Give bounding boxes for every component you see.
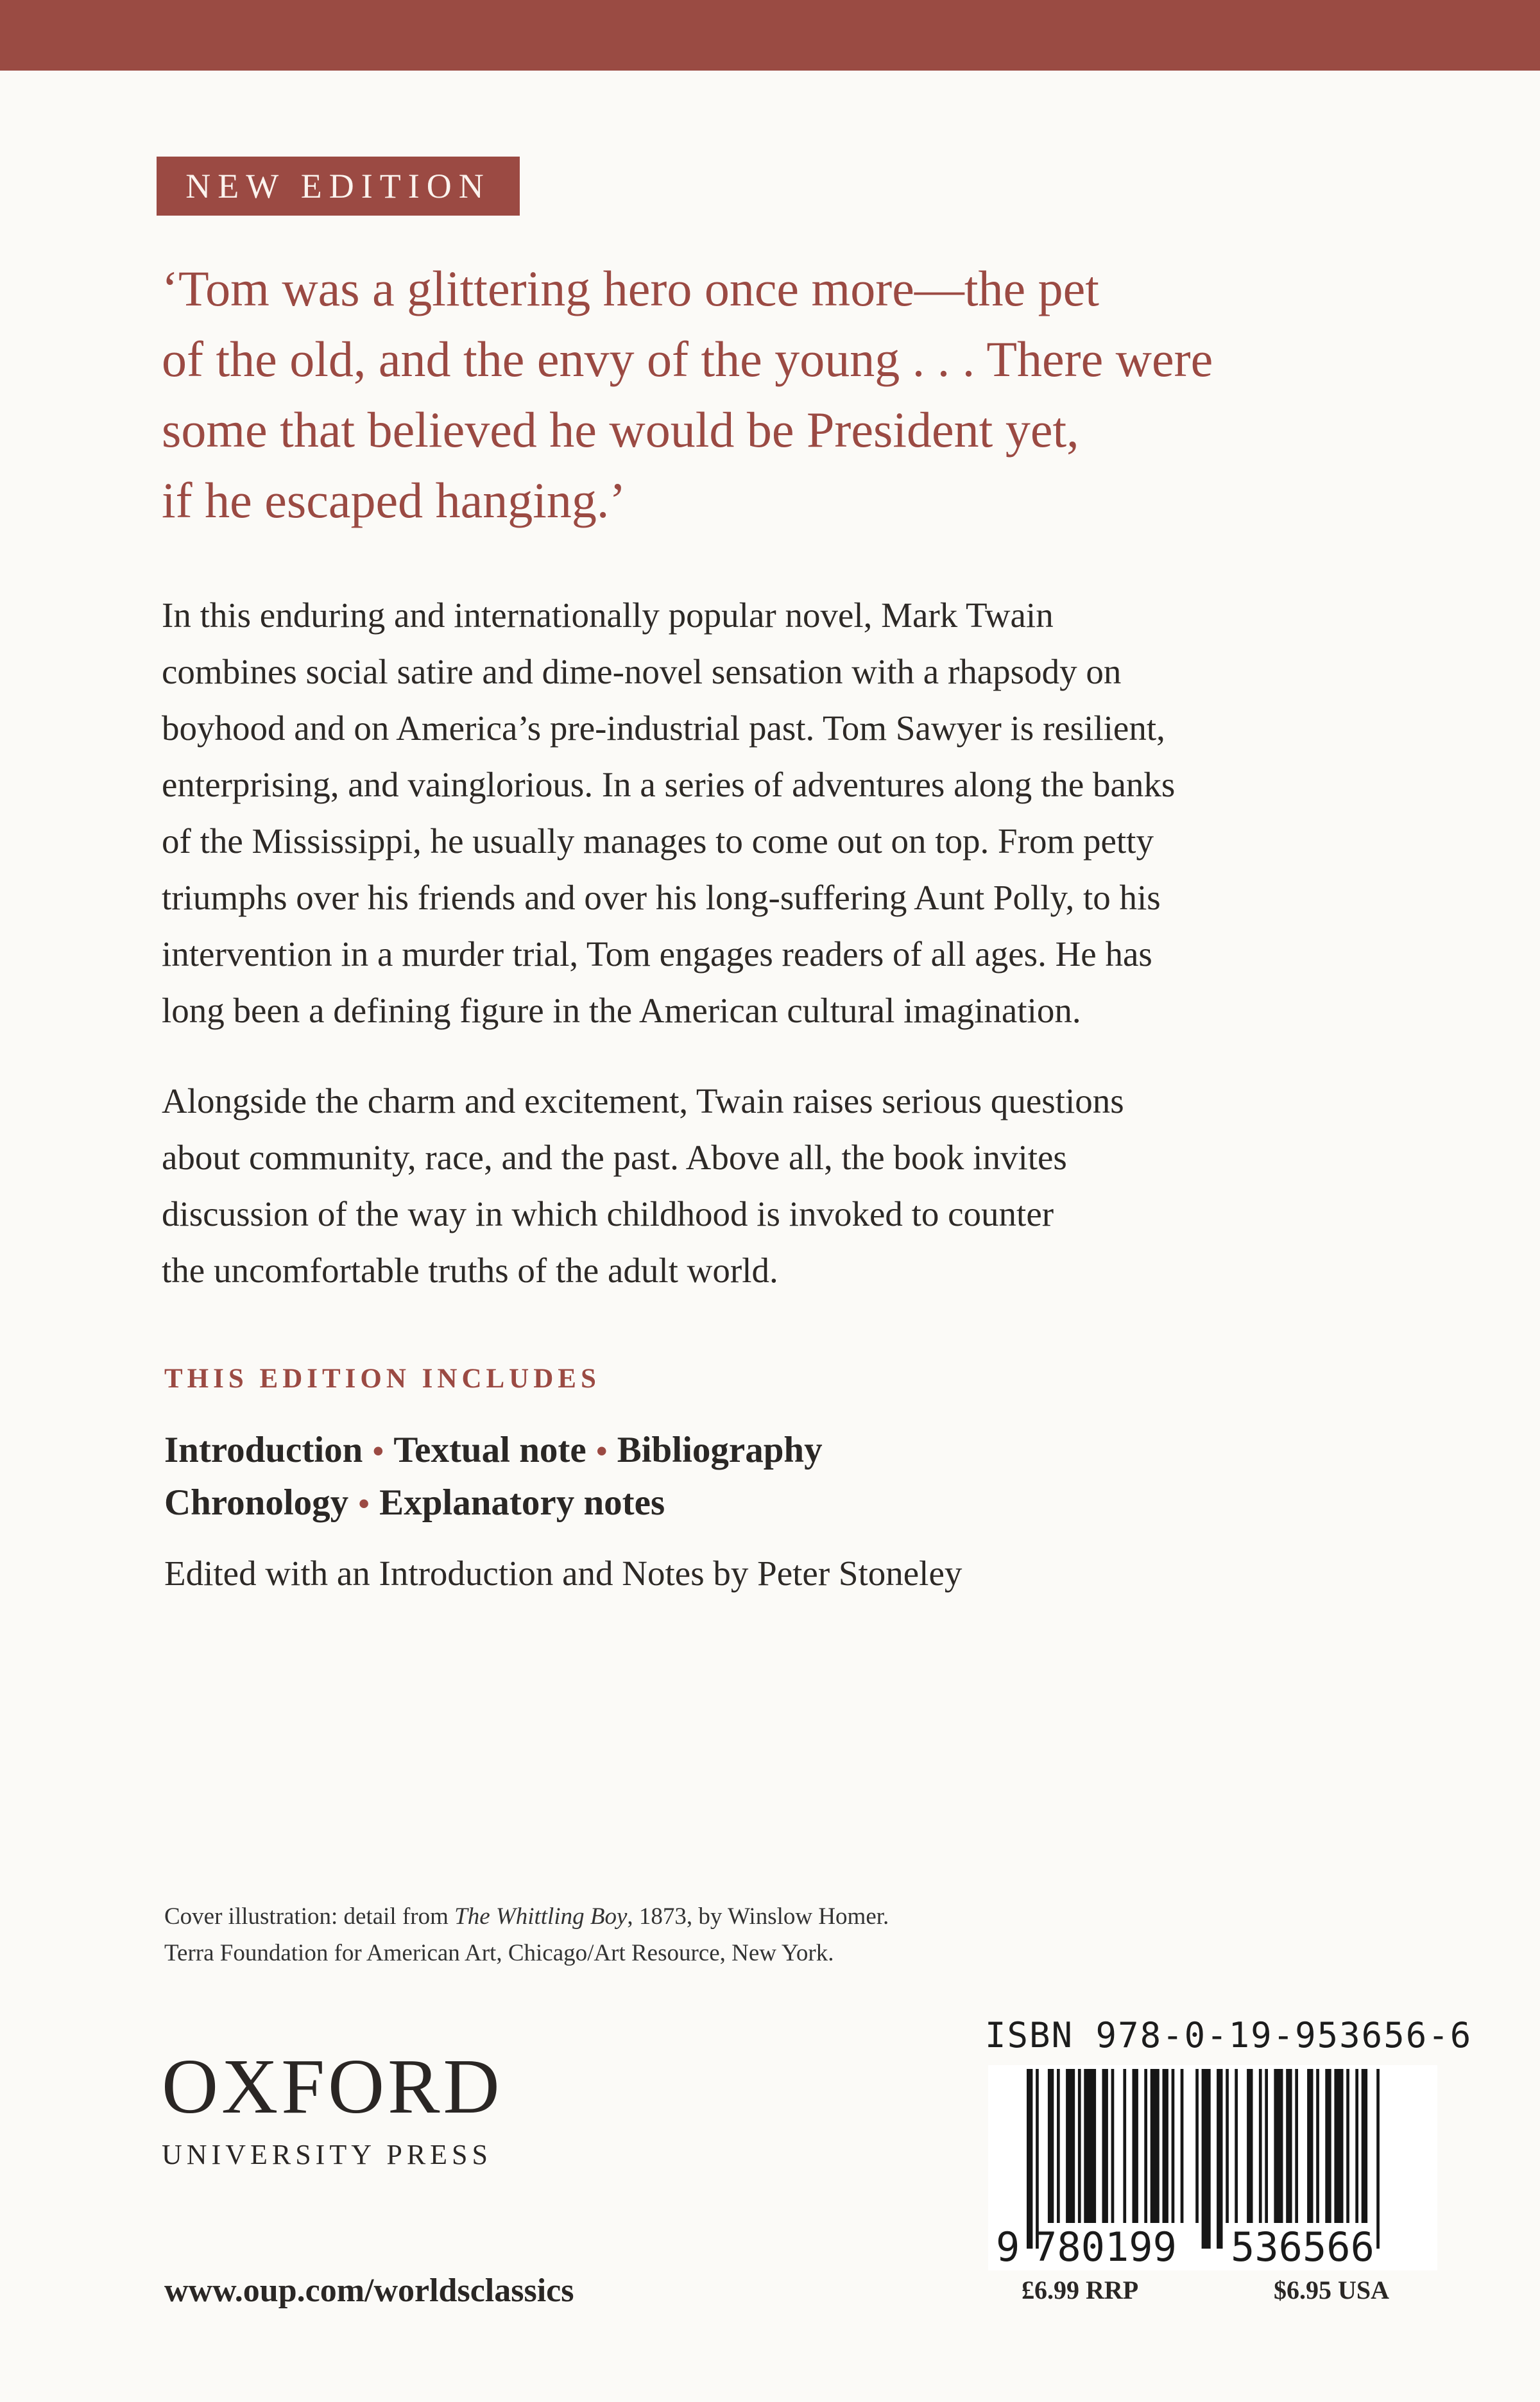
includes-item: Explanatory notes (379, 1482, 665, 1523)
barcode-bar (1307, 2069, 1313, 2223)
barcode-bar (1316, 2069, 1319, 2223)
publisher-subtitle: UNIVERSITY PRESS (162, 2139, 492, 2170)
barcode-bar (1226, 2069, 1229, 2223)
editor-credit: Edited with an Introduction and Notes by Peter Stoneley (164, 1554, 963, 1593)
includes-row (164, 1477, 1383, 1529)
quote-line: of the old, and the envy of the young . . . There were (162, 331, 1213, 387)
includes-item: Bibliography (617, 1430, 823, 1470)
price-us: $6.95 USA (1274, 2276, 1390, 2304)
barcode-bar (1027, 2069, 1032, 2249)
credit-suffix: , 1873, by Winslow Homer. (627, 1903, 889, 1930)
barcode-bar (1151, 2069, 1159, 2223)
blurb-line: Alongside the charm and excitement, Twain raises serious questions (162, 1081, 1124, 1120)
oxford-university-press-logo (162, 2043, 503, 2171)
barcode-bar (1084, 2069, 1096, 2223)
barcode-bar (1036, 2069, 1039, 2249)
barcode-bar (1295, 2069, 1298, 2223)
barcode-bar (1123, 2069, 1126, 2223)
includes-item: Introduction (164, 1430, 363, 1470)
barcode-bar (1181, 2069, 1184, 2223)
barcode-bar (1346, 2069, 1349, 2223)
price-uk: £6.99 RRP (1022, 2276, 1139, 2304)
barcode-bar (1334, 2069, 1343, 2223)
isbn-label: ISBN 978-0-19-953656-6 (985, 2015, 1473, 2055)
publisher-website: www.oup.com/worldsclassics (164, 2272, 574, 2309)
bullet-separator: • (372, 1433, 384, 1469)
publisher-name: OXFORD (162, 2043, 503, 2130)
cover-illustration-source: Terra Foundation for American Art, Chicago/Art Resource, New York. (164, 1940, 834, 1966)
blurb-paragraph-1 (162, 587, 1445, 1039)
barcode-bar (1163, 2069, 1168, 2223)
barcode-bar (1078, 2069, 1081, 2223)
blurb-line: the uncomfortable truths of the adult world. (162, 1251, 778, 1290)
barcode-bar (1247, 2069, 1253, 2223)
credit-prefix: Cover illustration: detail from (164, 1903, 455, 1930)
barcode-bar (1172, 2069, 1175, 2223)
artwork-title: The Whittling Boy (454, 1903, 628, 1930)
edition-includes-heading: THIS EDITION INCLUDES (164, 1364, 601, 1394)
blurb-line: about community, race, and the past. Above all, the book invites (162, 1138, 1067, 1177)
barcode-bar (1048, 2069, 1054, 2223)
blurb-line: In this enduring and internationally popular novel, Mark Twain (162, 596, 1054, 635)
barcode-bar (1202, 2069, 1211, 2249)
barcode-bar (1057, 2069, 1060, 2223)
blurb-line: triumphs over his friends and over his long-suffering Aunt Polly, to his (162, 878, 1161, 917)
barcode-bar (1325, 2069, 1331, 2223)
barcode-digit-group: 780199 (1033, 2224, 1177, 2270)
barcode-digit-group: 536566 (1231, 2224, 1374, 2270)
barcode-bar (1066, 2069, 1075, 2223)
barcode-bar (1286, 2069, 1292, 2223)
isbn-barcode (988, 2065, 1437, 2270)
includes-item: Chronology (164, 1482, 349, 1523)
barcode-bar (1259, 2069, 1262, 2223)
cover-illustration-credit (164, 1903, 889, 1930)
bullet-separator: • (358, 1486, 370, 1522)
pull-quote (162, 253, 1445, 536)
barcode-bar (1133, 2069, 1138, 2223)
barcode-bar (1195, 2069, 1199, 2223)
blurb-line: enterprising, and vainglorious. In a series of adventures along the banks (162, 765, 1176, 804)
blurb-line: intervention in a murder trial, Tom engages readers of all ages. He has (162, 934, 1152, 974)
barcode-bar (1362, 2069, 1367, 2223)
barcode-bar (1111, 2069, 1115, 2223)
quote-line: if he escaped hanging.’ (162, 472, 626, 528)
top-color-band (0, 0, 1540, 71)
blurb-paragraph-2 (162, 1073, 1445, 1299)
barcode-bar (1274, 2069, 1283, 2223)
includes-row (164, 1425, 1383, 1477)
blurb-line: boyhood and on America’s pre-industrial past. Tom Sawyer is resilient, (162, 708, 1165, 748)
quote-line: ‘Tom was a glittering hero once more—the pet (162, 261, 1099, 316)
blurb-line: long been a defining figure in the American cultural imagination. (162, 991, 1081, 1030)
barcode-digit-group: 9 (996, 2224, 1020, 2270)
barcode-bar (1265, 2069, 1268, 2223)
barcode-bar (1144, 2069, 1147, 2223)
barcode-bar (1102, 2069, 1108, 2223)
blurb-line: of the Mississippi, he usually manages to come out on top. From petty (162, 821, 1154, 861)
blurb-line: combines social satire and dime-novel sensation with a rhapsody on (162, 652, 1122, 691)
barcode-bar (1376, 2069, 1380, 2249)
barcode-bars (1027, 2069, 1380, 2249)
bullet-separator: • (595, 1433, 608, 1469)
new-edition-badge: NEW EDITION (157, 157, 520, 216)
blurb-line: discussion of the way in which childhood is invoked to counter (162, 1194, 1054, 1233)
includes-item: Textual note (393, 1430, 586, 1470)
barcode-bar (1235, 2069, 1238, 2223)
barcode-bar (1217, 2069, 1222, 2249)
barcode-bar (1355, 2069, 1358, 2223)
quote-line: some that believed he would be President yet, (162, 402, 1079, 458)
